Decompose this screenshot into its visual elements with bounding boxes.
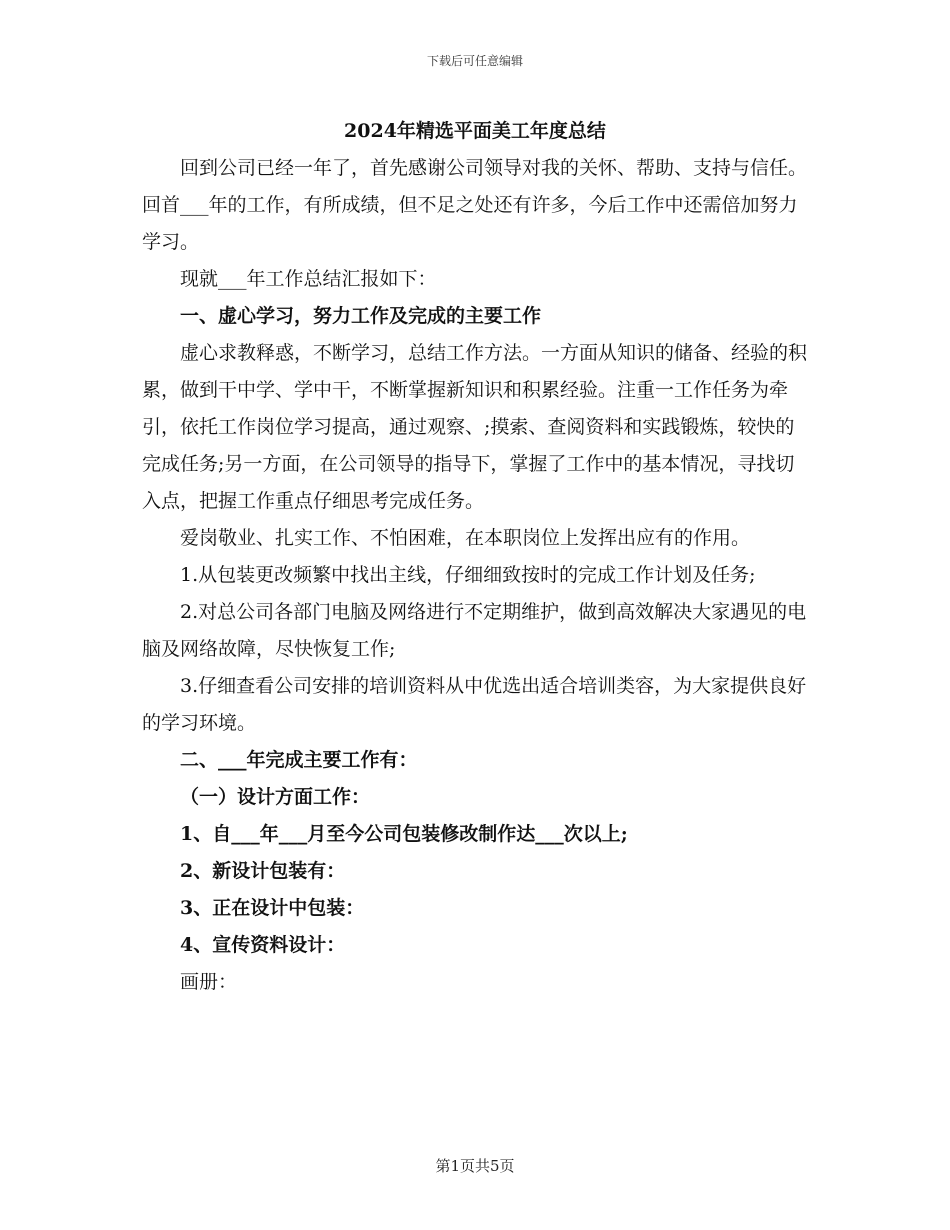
design-item-4: 4、宣传资料设计：	[180, 934, 346, 956]
list-item-1: 1.从包装更改频繁中找出主线，仔细细致按时的完成工作计划及任务;	[180, 564, 756, 586]
list-item-2: 2.对总公司各部门电脑及网络进行不定期维护，做到高效解决大家遇见的电脑及网络故障，尽快恢复工作;	[142, 601, 807, 660]
paragraph-brochure: 画册：	[180, 971, 238, 993]
page-footer-number: 第1页共5页	[435, 1157, 515, 1175]
paragraph-dedication: 爱岗敬业、扎实工作、不怕困难，在本职岗位上发挥出应有的作用。	[180, 527, 751, 549]
paragraph-report-lead: 现就___年工作总结汇报如下：	[180, 268, 437, 290]
section-heading-1: 一、虚心学习，努力工作及完成的主要工作	[180, 305, 542, 327]
design-item-2: 2、新设计包装有：	[180, 860, 346, 882]
design-item-1: 1、自___年___月至今公司包装修改制作达___次以上;	[180, 823, 628, 845]
section-heading-2: 二、___年完成主要工作有：	[180, 749, 418, 771]
subsection-heading-design: （一）设计方面工作：	[180, 786, 371, 808]
document-title: 2024年精选平面美工年度总结	[344, 120, 606, 142]
design-item-3: 3、正在设计中包装：	[180, 897, 365, 919]
page-header-note: 下载后可任意编辑	[426, 54, 523, 68]
list-item-3: 3.仔细查看公司安排的培训资料从中优选出适合培训类容，为大家提供良好的学习环境。	[142, 675, 807, 734]
document-body	[142, 150, 810, 1001]
paragraph-intro: 回到公司已经一年了，首先感谢公司领导对我的关怀、帮助、支持与信任。回首___年的工作，有所成绩，但不足之处还有许多，今后工作中还需倍加努力学习。	[142, 157, 808, 253]
paragraph-learning: 虚心求教释惑，不断学习，总结工作方法。一方面从知识的储备、经验的积累，做到干中学、学中干，不断掌握新知识和积累经验。注重一工作任务为牵引，依托工作岗位学习提高，通过观察、;摸索、查阅资料和实践锻炼，较快的完成任务;另一方面，在公司领导的指导下，掌握了工作中的基本情况，寻找切入点，把握工作重点仔细思考完成任务。	[142, 342, 808, 512]
